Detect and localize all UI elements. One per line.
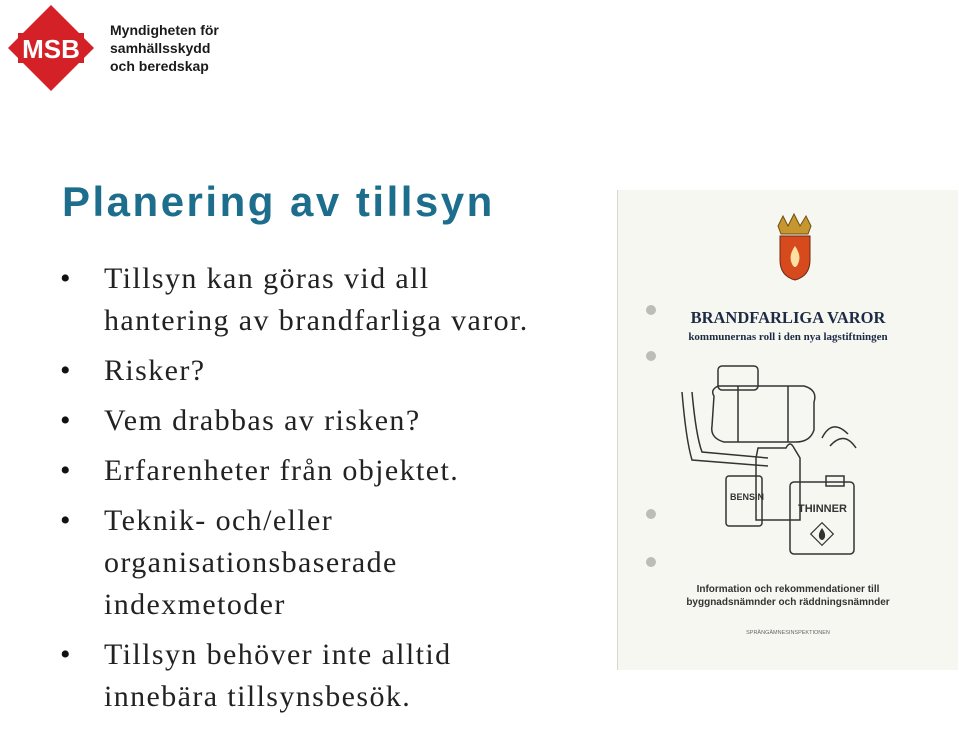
thinner-label: THINNER (798, 503, 847, 515)
document-info (618, 583, 958, 609)
document-info-line: Information och rekommendationer till (696, 584, 880, 595)
msb-emblem-icon (6, 3, 106, 93)
bullet-item: • Risker? (60, 350, 560, 392)
bullet-item: • Erfarenheter från objektet. (60, 450, 560, 492)
msb-logo (6, 3, 219, 93)
document-footer: SPRÄNGÄMNESINSPEKTIONEN (746, 630, 830, 636)
document-title: BRANDFARLIGA VAROR (690, 308, 886, 327)
bensin-label: BENSIN (730, 492, 765, 502)
bullet-item: • Tillsyn behöver inte alltid innebära tillsynsbesök. (60, 634, 560, 718)
bullet-list (60, 258, 560, 726)
document-info-line: byggnadsnämnder och räddningsnämnder (686, 597, 890, 608)
bullet-item: • Teknik- och/eller organisationsbaserade indexmetoder (60, 500, 560, 626)
crown-emblem-icon (778, 214, 811, 280)
sketch-drawing (682, 366, 856, 554)
bullet-item: • Tillsyn kan göras vid all hantering av brandfarliga varor. (60, 258, 560, 342)
binder-holes (646, 305, 656, 567)
fire-hazard-icon (811, 523, 834, 546)
logo-text (110, 21, 219, 75)
document-cover-image (617, 190, 958, 670)
logo-line-2: samhällsskydd (110, 40, 211, 56)
logo-line-3: och beredskap (110, 58, 209, 74)
document-subtitle: kommunernas roll i den nya lagstiftningen (688, 331, 888, 343)
slide-title: Planering av tillsyn (62, 178, 495, 225)
msb-mark: MSB (22, 34, 80, 64)
bullet-item: • Vem drabbas av risken? (60, 400, 560, 442)
logo-line-1: Myndigheten för (110, 22, 219, 38)
